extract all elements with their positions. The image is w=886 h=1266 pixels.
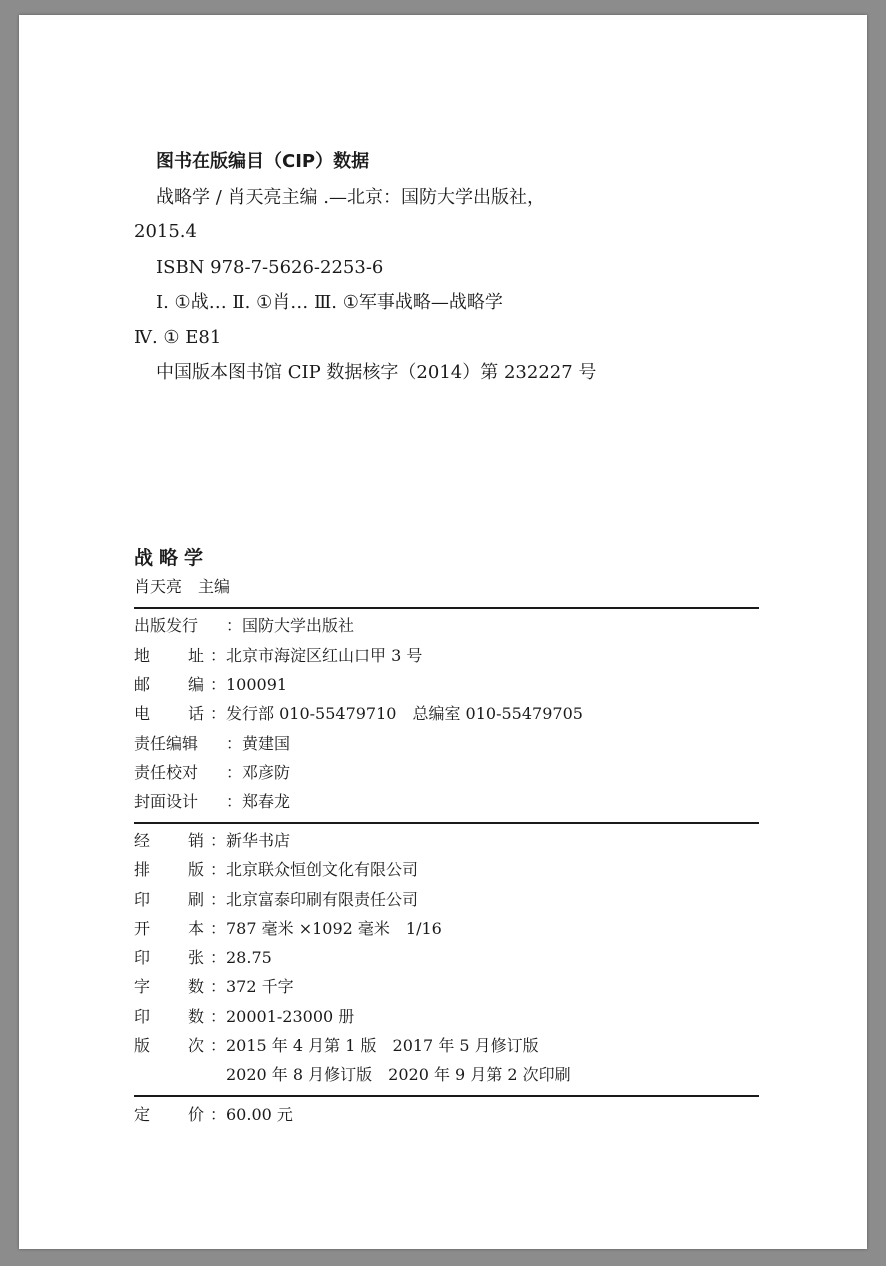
row-label: 开本 xyxy=(134,919,204,938)
row-value: 新华书店 xyxy=(226,831,291,850)
row-label: 字数 xyxy=(134,977,204,996)
pub-row-address: 地址 ：北京市海淀区红山口甲 3 号 xyxy=(134,646,423,665)
cip-line-2: 2015.4 xyxy=(134,221,197,242)
prod-row-edition-cont xyxy=(134,1064,571,1086)
price-value: 60.00 元 xyxy=(226,1105,293,1124)
pub-row-cover-design: 封面设计 ：郑春龙 xyxy=(134,792,291,811)
row-label: 出版发行 xyxy=(134,616,199,635)
divider-3 xyxy=(134,1095,759,1097)
row-value: 北京市海淀区红山口甲 3 号 xyxy=(226,646,423,665)
row-label: 责任编辑 xyxy=(134,734,199,753)
prod-row-print-run: 印数 ：20001-23000 册 xyxy=(134,1007,355,1026)
row-value: 黄建国 xyxy=(242,734,291,753)
row-label: 版次 xyxy=(134,1036,204,1055)
row-value: 发行部 010-55479710 总编室 010-55479705 xyxy=(226,704,583,723)
row-value: 372 千字 xyxy=(226,977,294,996)
pub-row-publisher: 出版发行 ：国防大学出版社 xyxy=(134,616,355,635)
cip-isbn: ISBN 978-7-5626-2253-6 xyxy=(156,257,384,278)
row-label: 印数 xyxy=(134,1007,204,1026)
book-editor: 肖天亮 主编 xyxy=(134,577,231,596)
row-value: 100091 xyxy=(226,675,288,694)
divider-2 xyxy=(134,822,759,824)
prod-row-typesetting: 排版 ：北京联众恒创文化有限公司 xyxy=(134,860,419,879)
cip-classification-1: Ⅰ. ①战… Ⅱ. ①肖… Ⅲ. ①军事战略—战略学 xyxy=(156,292,503,313)
cip-line-1: 战略学 / 肖天亮主编 .—北京：国防大学出版社， xyxy=(156,187,545,208)
row-value: 2020 年 8 月修订版 2020 年 9 月第 2 次印刷 xyxy=(226,1065,571,1084)
prod-row-edition: 版次 ：2015 年 4 月第 1 版 2017 年 5 月修订版 xyxy=(134,1036,539,1055)
cip-heading: 图书在版编目（CIP）数据 xyxy=(156,151,370,172)
price-label: 定价 xyxy=(134,1105,204,1124)
pub-row-phone: 电话 ：发行部 010-55479710 总编室 010-55479705 xyxy=(134,704,583,723)
prod-row-printing: 印刷 ：北京富泰印刷有限责任公司 xyxy=(134,890,419,909)
row-value: 787 毫米 ×1092 毫米 1/16 xyxy=(226,919,442,938)
divider-1 xyxy=(134,607,759,609)
row-value: 北京富泰印刷有限责任公司 xyxy=(226,890,419,909)
row-value: 邓彦防 xyxy=(242,763,291,782)
document-page xyxy=(19,15,867,1249)
row-label: 电话 xyxy=(134,704,204,723)
prod-row-format: 开本 ：787 毫米 ×1092 毫米 1/16 xyxy=(134,919,442,938)
row-value: 28.75 xyxy=(226,948,272,967)
prod-row-sheets: 印张 ：28.75 xyxy=(134,948,272,967)
row-label: 经销 xyxy=(134,831,204,850)
pub-row-editor: 责任编辑 ：黄建国 xyxy=(134,734,291,753)
cip-verification: 中国版本图书馆 CIP 数据核字（2014）第 232227 号 xyxy=(156,362,597,383)
pub-row-postcode: 邮编 ：100091 xyxy=(134,675,288,694)
cip-classification-2: Ⅳ. ① E81 xyxy=(134,327,222,348)
row-label: 封面设计 xyxy=(134,792,199,811)
row-value: 20001-23000 册 xyxy=(226,1007,355,1026)
pub-row-proofreader: 责任校对 ：邓彦防 xyxy=(134,763,291,782)
prod-row-distributor: 经销 ：新华书店 xyxy=(134,831,291,850)
row-label: 印张 xyxy=(134,948,204,967)
row-value: 国防大学出版社 xyxy=(242,616,355,635)
book-title: 战略学 xyxy=(134,547,210,569)
row-value: 2015 年 4 月第 1 版 2017 年 5 月修订版 xyxy=(226,1036,539,1055)
row-label: 排版 xyxy=(134,860,204,879)
row-label: 印刷 xyxy=(134,890,204,909)
price-row: 定价 ：60.00 元 xyxy=(134,1105,293,1124)
row-value: 北京联众恒创文化有限公司 xyxy=(226,860,419,879)
prod-row-word-count: 字数 ：372 千字 xyxy=(134,977,294,996)
row-label: 地址 xyxy=(134,646,204,665)
row-value: 郑春龙 xyxy=(242,792,291,811)
row-label: 邮编 xyxy=(134,675,204,694)
row-label: 责任校对 xyxy=(134,763,199,782)
